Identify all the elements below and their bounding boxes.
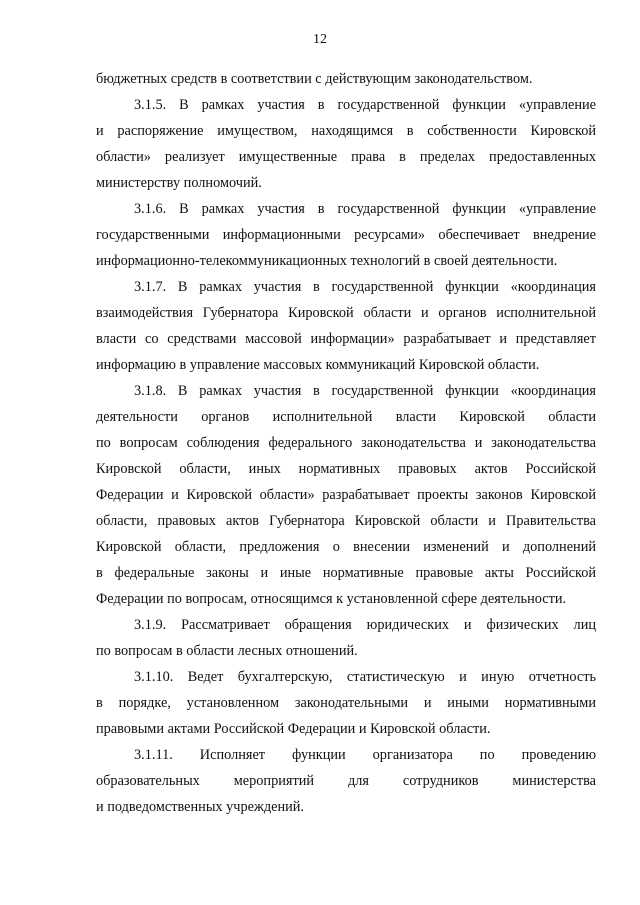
- paragraph-3-1-6: [96, 196, 596, 274]
- text-line: области» реализует имущественные права в пределах предоставленных: [96, 149, 596, 165]
- text-line: информационно-телекоммуникационных технологий в своей деятельности.: [96, 253, 558, 269]
- paragraph-3-1-7: [96, 274, 596, 378]
- text-line: 3.1.7. В рамках участия в государственной функции «координация: [134, 279, 596, 295]
- text-line: министерству полномочий.: [96, 175, 262, 191]
- text-line: Кировской области, предложения о внесении изменений и дополнений: [96, 539, 596, 555]
- text-line: власти со средствами массовой информации» разрабатывает и представляет: [96, 331, 596, 347]
- text-line: правовыми актами Российской Федерации и Кировской области.: [96, 721, 491, 737]
- page-number: 12: [313, 32, 327, 47]
- text-line: по вопросам соблюдения федерального законодательства и законодательства: [96, 435, 596, 451]
- text-line: и распоряжение имуществом, находящимся в собственности Кировской: [96, 123, 596, 139]
- text-line: деятельности органов исполнительной власти Кировской области: [96, 409, 596, 425]
- text-line: Федерации и Кировской области» разрабатывает проекты законов Кировской: [96, 487, 596, 503]
- text-line: 3.1.11. Исполняет функции организатора по проведению: [134, 747, 596, 763]
- paragraph-3-1-9: [96, 612, 596, 664]
- text-line: в федеральные законы и иные нормативные правовые акты Российской: [96, 565, 596, 581]
- paragraph-3-1-11: [96, 742, 596, 820]
- text-line: в порядке, установленном законодательными и иными нормативными: [96, 695, 596, 711]
- text-line: образовательных мероприятий для сотрудников министерства: [96, 773, 596, 789]
- text-line: области, правовых актов Губернатора Кировской области и Правительства: [96, 513, 596, 529]
- text-line: бюджетных средств в соответствии с действующим законодательством.: [96, 71, 533, 87]
- text-line: 3.1.6. В рамках участия в государственной функции «управление: [134, 201, 596, 217]
- text-line: 3.1.10. Ведет бухгалтерскую, статистическую и иную отчетность: [134, 669, 596, 685]
- text-line: Федерации по вопросам, относящимся к установленной сфере деятельности.: [96, 591, 567, 607]
- paragraph-3-1-10: [96, 664, 596, 742]
- text-line: 3.1.8. В рамках участия в государственной функции «координация: [134, 383, 596, 399]
- text-line: взаимодействия Губернатора Кировской области и органов исполнительной: [96, 305, 596, 321]
- text-line: информацию в управление массовых коммуникаций Кировской области.: [96, 357, 540, 373]
- text-line: по вопросам в области лесных отношений.: [96, 643, 358, 659]
- paragraph-3-1-8: [96, 378, 596, 612]
- paragraph-intro-tail: [96, 66, 596, 92]
- text-line: 3.1.5. В рамках участия в государственной функции «управление: [134, 97, 596, 113]
- text-line: 3.1.9. Рассматривает обращения юридических и физических лиц: [134, 617, 596, 633]
- document-body: [96, 66, 596, 820]
- text-line: и подведомственных учреждений.: [96, 799, 305, 815]
- text-line: государственными информационными ресурсами» обеспечивает внедрение: [96, 227, 596, 243]
- text-line: Кировской области, иных нормативных правовых актов Российской: [96, 461, 596, 477]
- paragraph-3-1-5: [96, 92, 596, 196]
